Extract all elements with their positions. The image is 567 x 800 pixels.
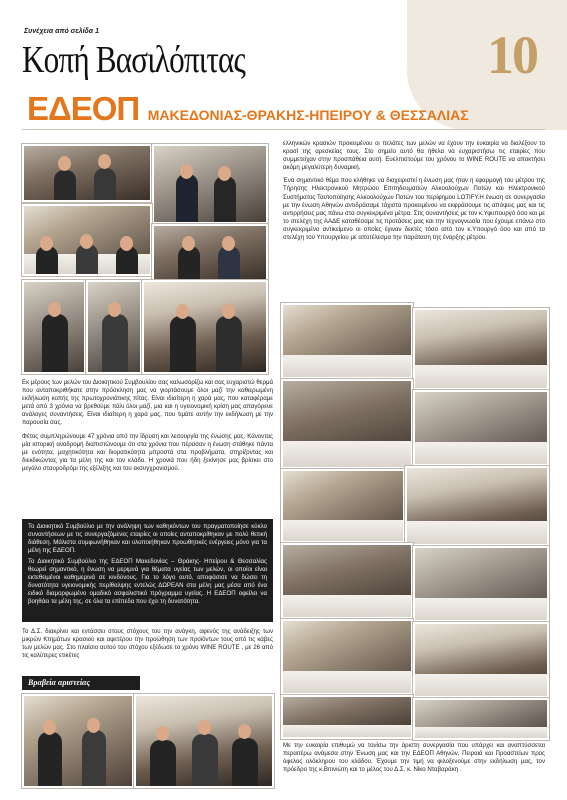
left-column-text-continued [22,628,273,665]
page-number: 10 [487,25,537,85]
awards-section-label: Βραβεία αριστείας [22,676,140,690]
event-photo [22,280,86,374]
event-photo [405,466,549,546]
event-photo [413,390,549,466]
paragraph: ελληνικών κρασιών προκειμένου οι πελάτες των μελών να έχουν την ευκαιρία να διαλέξουν το κρασί της αρεσκείας τους. Στο σημείο αυτό θα ήθελα να ευχαριστήσω τις εταιρίες που συμμετείχαν στην προσπάθεια αυτή. Ευελπιστούμε του χρόνου το WINE ROUTE να αποκτήσει ακόμη μεγαλύτερη δυναμική. [283,140,545,172]
award-photo [134,694,274,788]
paragraph: Εκ μέρους των μελών του Διοικητικού Συμβουλίου σας καλωσορίζω και σας ευχαριστώ θερμά που ανταποκριθήκατε στην πρόσκληση μας να γιορτάσουμε όλοι μαζί την καθιερωμένη εκδήλωση κοπής της πρωτοχρονιάτικης πίτας. Είναι ιδιαίτερη η χαρά μας, που καταφέραμε μετά από 3 χρόνια να βρεθούμε πάλι όλοι μαζί, μια και η υγειονομική κρίση μας απαγόρευε ανάλογες συναντήσεις. Είναι ιδιαίτερη η χαρά μας, που τιμάτε αυτήν την εκδήλωση με την παρουσία σας. [22,379,273,427]
paragraph: Το Διοικητικό Συμβούλιο με την ανάληψη των καθηκόντων του πραγματοποίησε κύκλο συναντήσεων με τις συνεργαζόμενες εταιρίες οι οποίες ανταποκρίθηκαν με πολύ θετική διάθεση. Μάλιστα συμφωνήθηκαν και υλοποιήθηκαν προωθητικές ενέργειες μόνο για τα μέλη της ΕΔΕΟΠ. [28,523,267,554]
award-photo [22,694,134,788]
event-photo [281,303,413,379]
event-photo [413,622,549,698]
event-photo [86,280,142,374]
event-photo [152,224,268,282]
event-photo [281,695,413,739]
header-divider [22,129,545,130]
right-column-text [283,140,545,247]
event-photo [413,308,549,390]
article-title: Κοπή Βασιλόπιτας [22,39,246,81]
paragraph: Το Διοικητικό Συμβούλιο της ΕΔΕΟΠ Μακεδονίας – Θράκης- Ηπείρου & Θεσσαλίας θεωρεί σημαντικό, η ένωση να μεριμνά για θέματα υγείας των μελών, οι οποίοι είναι εκτεθειμένοι καθημερινά σε κινδύνους. Για το λόγο αυτό, αποφάσισε να δώσει τη δυνατότητα υγειονομικής περίθαλψης εντελώς ΔΩΡΕΑΝ στα μέλη μας μέσα από ένα ειδικό διαμορφωμένο ομαδικό ασφαλιστικό πρόγραμμα υγείας. Η ΕΔΕΟΠ οφείλει να βοηθάει τα μέλη της, σε όλα τα επίπεδα που έχει τη δυνατότητα. [28,558,267,605]
continued-from-label: Συνέχεια από σελίδα 1 [24,28,99,35]
paragraph: Το Δ.Σ. διακρίνει και εντάσσει στους στόχους του την ανάγκη, αφενός της ανάδειξης των μικρών Κτημάτων κρασιού και αφετέρου την προώθηση των προϊόντων τους από τις κάβες των μελών μας. Στο πλαίσιο αυτού του στόχου εξέδωσε το χρόνο WINE ROUTE , με 26 από τις καλύτερες ετικέτες [22,628,273,660]
left-column-text [22,379,273,478]
event-photo [413,546,549,622]
article-subtitle [27,90,469,128]
event-photo [413,698,549,740]
event-photo [142,280,268,374]
event-photo [281,619,413,695]
paragraph: Φέτος συμπληρώνουμε 47 χρόνια από την ίδρυση και λειτουργία της ένωσης μας. Κάνοντας μία ιστορική αναδρομή διαπιστώνουμε ότι στα χρόνια που πέρασαν η ένωση στάθηκε πάντα με ενότητα, μαχητικότητα και διορατικότητα μπροστά στα προβλήματα, στηρίζοντας και διεκδικώντας για τα μέλη της και τον κλάδο. Η χρονιά που ήδη ξεκίνησε μας βρίσκει στο μεγάλο σταυροδρόμι της εξέλιξης και του εκσυγχρονισμού. [22,432,273,472]
event-photo [281,543,413,619]
event-photo [152,144,268,224]
highlight-box [22,519,273,622]
paragraph: Ένα σημαντικό θέμα που κλήθηκε να διαχειριστεί η ένωση μας ήταν η εφαρμογή του μέτρου της Τήρησης Ηλεκτρονικού Μητρώου Επιτηδευματιών Αλκοολούχων Ποτών και Ηλεκτρονικού Συστήματος Ταυτοποίησης Αλκοολούχων Ποτών του περίφημου LOTIFY.Η ένωση σε συνεργασία με την ένωση Αθηνών αντιδράσαμε τάχιστα προκειμένου να εκφράσουμε τις απόψεις μας και τις αντιρρήσεις μας πάνω στα συγκεκριμένα μέτρα. Στις συναντήσεις με τον κ.Υφυπουργό όσο και με το στελέχη της ΑΑΔΕ καταθέσαμε τις προτάσεις μας και την τεχνογνωσία που έχουμε επάνω στο συγκεκριμένο αντικείμενο οι οποίες έγιναν δεκτές τόσο από τον κ.Υπουργό όσο και από τα στελέχη του Υπουργείου με αποτέλεσμα την παράταση της έναρξης μέτρου. [283,177,545,242]
event-photo [281,469,405,543]
event-photo [22,204,152,276]
right-column-closing-text [283,742,545,779]
subtitle-regions: ΜΑΚΕΔΟΝΙΑΣ-ΘΡΑΚΗΣ-ΗΠΕΙΡΟΥ & ΘΕΣΣΑΛΙΑΣ [147,107,469,123]
subtitle-org: ΕΔΕΟΠ [27,90,140,127]
event-photo [281,379,413,469]
event-photo [22,144,152,202]
paragraph: Με την ευκαιρία επιθυμώ να τονίσω την άριστη συνεργασία που υπάρχει και αναπτύσσεται περαιτέρω ανάμεσα στην Ένωση μας και την ΕΔΕΟΠ Αθηνών, Πειραιά και Προαστείων προς όφελος ολόκληρου του κλάδου. Έχουμε την τιμή να φιλοξενούμε στην εκδήλωση μας, τον πρόεδρο της κ.Βιτινιώτη και το μέλος του Δ.Σ. κ. Νίκο Νταβαράκη . [283,742,545,774]
